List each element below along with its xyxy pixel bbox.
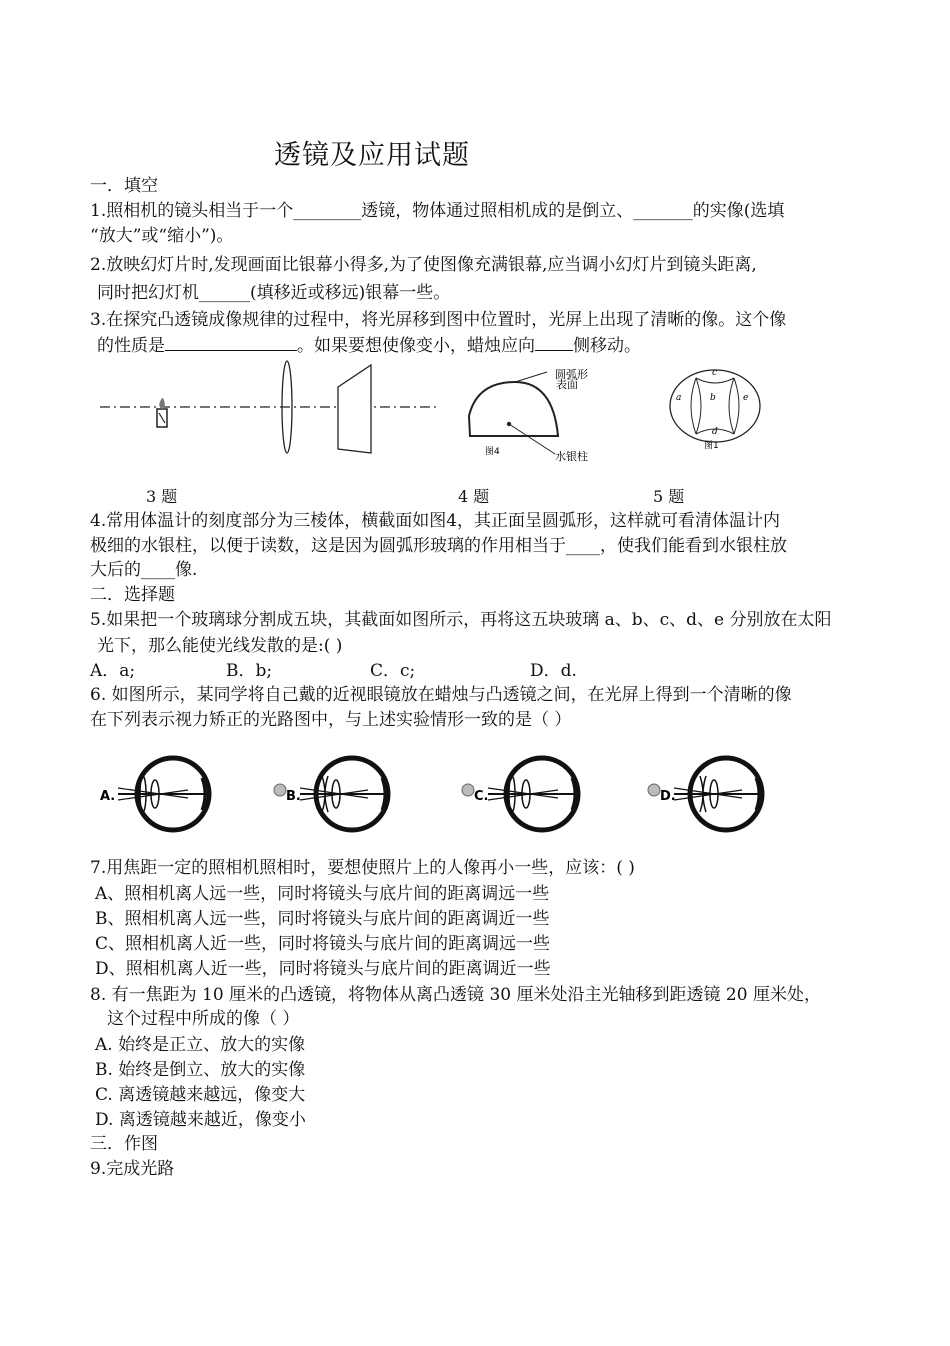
q7-option-b: B、照相机离人远一些，同时将镜头与底片间的距离调近一些 (95, 909, 550, 929)
q2-line-1: 2.放映幻灯片时,发现画面比银幕小得多,为了使图像充满银幕,应当调小幻灯片到镜头距离, (90, 255, 757, 275)
fig5-label-b: b (710, 393, 716, 403)
q3-blank-1 (165, 334, 297, 351)
q3-text-c: 侧移动。 (573, 336, 641, 356)
caption-q5: 5 题 (653, 487, 685, 506)
candle-icon (157, 398, 167, 427)
candle-light-icon (462, 784, 474, 796)
q8-option-a: A. 始终是正立、放大的实像 (95, 1035, 306, 1055)
q7-option-a: A、照相机离人远一些，同时将镜头与底片间的距离调远一些 (95, 884, 550, 904)
section-choice: 二．选择题 (90, 585, 175, 605)
page-title: 透镜及应用试题 (274, 140, 470, 171)
q7-option-c: C、照相机离人近一些，同时将镜头与底片间的距离调远一些 (95, 934, 551, 954)
q2-line-2: 同时把幻灯机______(填移近或移远)银幕一些。 (97, 283, 451, 303)
fig6-label-c: C. (474, 789, 489, 804)
q5-option-a: A．a; (90, 661, 136, 681)
q7-stem: 7.用焦距一定的照相机照相时，要想使照片上的人像再小一些，应该：( ) (90, 858, 635, 878)
q5-option-d: D．d. (530, 661, 577, 681)
q5-option-b: B．b; (226, 661, 273, 681)
q5-option-c: C．c; (370, 661, 416, 681)
fig6-label-b: B. (286, 789, 301, 804)
q9-stem: 9.完成光路 (90, 1159, 175, 1179)
q6-line-1: 6. 如图所示，某同学将自己戴的近视眼镜放在蜡烛与凸透镜之间，在光屏上得到一个清晰的像 (90, 685, 792, 705)
fig4-label-arc: 圆弧形 (555, 368, 588, 381)
q1-line-1: 1.照相机的镜头相当于一个________透镜，物体通过照相机成的是倒立、_______的实像(选填 (90, 201, 785, 221)
prism-cross-section (469, 382, 558, 436)
candle-light-icon (274, 784, 286, 796)
q3-text-b: 。如果要想使像变小，蜡烛应向 (297, 336, 535, 356)
fig6-label-d: D. (660, 789, 676, 804)
q3-line-2 (97, 334, 641, 357)
light-screen (338, 365, 371, 453)
q4-line-3: 大后的____像. (90, 560, 198, 580)
figure-4-thermometer (455, 368, 630, 465)
fig5-label-a: a (676, 393, 682, 403)
figure-6-option-c (460, 748, 578, 840)
figure-3-optical-bench (95, 365, 445, 465)
fig4-label-surface: 表面 (556, 378, 578, 391)
caption-q3: 3 题 (146, 487, 178, 506)
fig5-caption: 图1 (704, 441, 719, 451)
q3-blank-2 (535, 334, 573, 351)
q3-line-1: 3.在探究凸透镜成像规律的过程中，将光屏移到图中位置时，光屏上出现了清晰的像。这个像 (90, 310, 787, 330)
figure-6-option-a (98, 748, 213, 840)
q7-option-d: D、照相机离人近一些，同时将镜头与底片间的距离调近一些 (95, 959, 551, 979)
q5-line-2: 光下，那么能使光线发散的是:( ) (97, 636, 343, 656)
section-drawing: 三．作图 (90, 1134, 158, 1154)
q8-option-d: D. 离透镜越来越近，像变小 (95, 1110, 306, 1130)
q8-line-1: 8. 有一焦距为 10 厘米的凸透镜，将物体从离凸透镜 30 厘米处沿主光轴移到距透镜 20 厘米处， (90, 985, 821, 1005)
q4-line-2: 极细的水银柱，以便于读数，这是因为圆弧形玻璃的作用相当于____，使我们能看到水银柱放 (90, 536, 787, 556)
q4-line-1: 4.常用体温计的刻度部分为三棱体，横截面如图4，其正面呈圆弧形，这样就可看清体温计内 (90, 511, 781, 531)
section-fill-in: 一．填空 (90, 176, 158, 196)
fig5-label-d: d (712, 427, 718, 437)
fig4-label-mercury: 水银柱 (555, 450, 588, 463)
caption-q4: 4 题 (458, 487, 490, 506)
q5-line-1: 5.如果把一个玻璃球分割成五块，其截面如图所示，再将这五块玻璃 a、b、c、d、e 分别放在太阳 (90, 610, 832, 630)
fig6-label-a: A. (100, 789, 116, 804)
fig5-label-c: c (712, 368, 718, 378)
candle-light-icon (648, 784, 660, 796)
figure-5-glass-ball (668, 368, 762, 450)
q6-line-2: 在下列表示视力矫正的光路图中，与上述实验情形一致的是（ ） (90, 710, 572, 730)
q8-line-2: 这个过程中所成的像（ ） (107, 1009, 300, 1029)
q8-option-c: C. 离透镜越来越远，像变大 (95, 1085, 306, 1105)
fig4-caption: 图4 (485, 447, 500, 457)
q1-line-2: “放大”或“缩小”)。 (90, 226, 234, 246)
q3-text-a: 的性质是 (97, 336, 165, 356)
figure-6-option-b (272, 748, 390, 840)
figure-6-option-d (646, 748, 762, 840)
fig5-label-e: e (743, 393, 749, 403)
q8-option-b: B. 始终是倒立、放大的实像 (95, 1060, 306, 1080)
